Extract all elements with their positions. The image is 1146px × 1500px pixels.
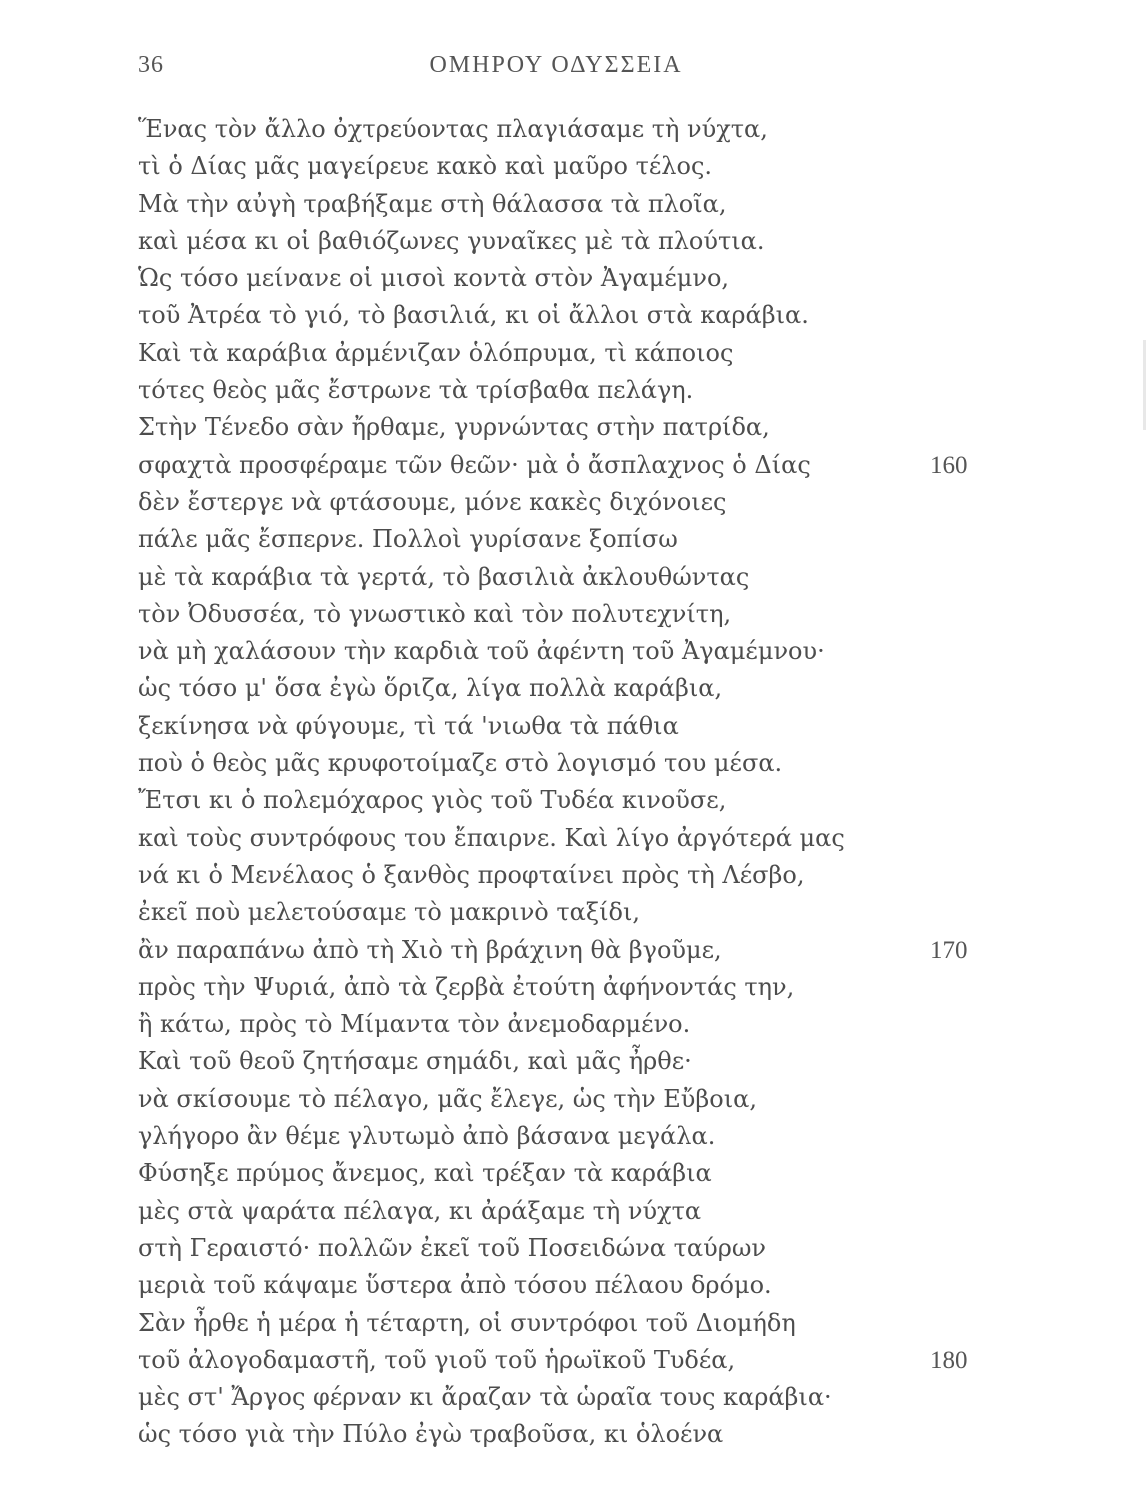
verse-line [138,447,1018,484]
verse-text: μὲς στ' Ἄργος φέρναν κι ἄραζαν τὰ ὡραῖα τους καράβια· [138,1383,832,1412]
verse-text: Σὰν ἦρθε ἡ μέρα ἡ τέταρτη, οἱ συντρόφοι τοῦ Διομήδη [138,1308,796,1337]
line-number: 160 [930,451,968,479]
verse-text: γλήγορο ἂν θέμε γλυτωμὸ ἀπὸ βάσανα μεγάλα. [138,1122,716,1151]
verse-text: ποὺ ὁ θεὸς μᾶς κρυφοτοίμαζε στὸ λογισμό του μέσα. [138,749,783,778]
verse-text: Ἔτσι κι ὁ πολεμόχαρος γιὸς τοῦ Τυδέα κινοῦσε, [138,786,727,815]
verse-text: Ἕνας τὸν ἄλλο ὀχτρεύοντας πλαγιάσαμε τὴ νύχτα, [138,115,768,143]
verse-text: πάλε μᾶς ἔσπερνε. Πολλοὶ γυρίσανε ξοπίσω [138,525,678,554]
verse-text: Στὴν Τένεδο σὰν ἤρθαμε, γυρνώντας στὴν πατρίδα, [138,413,770,442]
verse-line [138,670,1018,707]
verse-text: μὲ τὰ καράβια τὰ γερτά, τὸ βασιλιὰ ἀκλουθώντας [138,562,750,591]
verse-line [138,820,1018,857]
verse-line [138,111,1018,148]
verse-line [138,745,1018,782]
verse-line [138,1118,1018,1155]
verse-line [138,223,1018,260]
verse-line [138,1006,1018,1043]
verse-line [138,708,1018,745]
verse-line [138,596,1018,633]
verse-line [138,1379,1018,1416]
verse-line [138,633,1018,670]
verse-line [138,1342,1018,1379]
verse-text: πρὸς τὴν Ψυριά, ἀπὸ τὰ ζερβὰ ἐτούτη ἀφήνοντάς την, [138,972,795,1001]
verse-text: Φύσηξε πρύμος ἄνεμος, καὶ τρέξαν τὰ καράβια [138,1159,712,1188]
verse-text: μὲς στὰ ψαράτα πέλαγα, κι ἀράξαμε τὴ νύχτα [138,1196,702,1225]
verse-line [138,1081,1018,1118]
verse-text: ὡς τόσο μ' ὅσα ἐγὼ ὅριζα, λίγα πολλὰ καράβια, [138,674,723,703]
verse-text: ἢ κάτω, πρὸς τὸ Μίμαντα τὸν ἀνεμοδαρμένο. [138,1010,691,1039]
verse-line [138,1230,1018,1267]
verse-line [138,521,1018,558]
verse-line [138,782,1018,819]
verse-text: ἐκεῖ ποὺ μελετούσαμε τὸ μακρινὸ ταξίδι, [138,898,640,927]
verse-text: ἂν παραπάνω ἀπὸ τὴ Χιὸ τὴ βράχινη θὰ βγοῦμε, [138,935,722,964]
verse-text: μεριὰ τοῦ κάψαμε ὕστερα ἀπὸ τόσου πέλαου δρόμο. [138,1271,772,1300]
verse-lines [138,111,1018,1454]
verse-line [138,1305,1018,1342]
verse-text: Ὡς τόσο μείνανε οἱ μισοὶ κοντὰ στὸν Ἀγαμέμνο, [138,264,730,293]
verse-text: Καὶ τοῦ θεοῦ ζητήσαμε σημάδι, καὶ μᾶς ἦρθε· [138,1047,692,1076]
verse-line [138,894,1018,931]
verse-line [138,1267,1018,1304]
verse-text: νά κι ὁ Μενέλαος ὁ ξανθὸς προφταίνει πρὸς τὴ Λέσβο, [138,860,805,889]
verse-line [138,857,1018,894]
page-number: 36 [138,52,164,78]
verse-text: τοῦ Ἀτρέα τὸ γιό, τὸ βασιλιά, κι οἱ ἄλλοι στὰ καράβια. [138,301,809,330]
verse-line [138,484,1018,521]
verse-text: σφαχτὰ προσφέραμε τῶν θεῶν· μὰ ὁ ἄσπλαχνος ὁ Δίας [138,450,811,479]
verse-line [138,1193,1018,1230]
verse-line [138,148,1018,185]
verse-line [138,1416,1018,1453]
verse-line [138,297,1018,334]
verse-text: Καὶ τὰ καράβια ἀρμένιζαν ὁλόπρυμα, τὶ κάποιος [138,338,734,367]
verse-text: ὡς τόσο γιὰ τὴν Πύλο ἐγὼ τραβοῦσα, κι ὁλοένα [138,1420,724,1449]
verse-text: στὴ Γεραιστό· πολλῶν ἐκεῖ τοῦ Ποσειδώνα ταύρων [138,1233,766,1262]
verse-text: Μὰ τὴν αὐγὴ τραβήξαμε στὴ θάλασσα τὰ πλοῖα, [138,189,727,218]
verse-line [138,186,1018,223]
verse-line [138,559,1018,596]
line-number: 180 [930,1346,968,1374]
verse-text: τὶ ὁ Δίας μᾶς μαγείρευε κακὸ καὶ μαῦρο τέλος. [138,152,713,181]
verse-text: καὶ τοὺς συντρόφους του ἔπαιρνε. Καὶ λίγο ἀργότερά μας [138,823,845,852]
verse-line [138,932,1018,969]
verse-line [138,409,1018,446]
verse-line [138,260,1018,297]
verse-line [138,1155,1018,1192]
running-head [138,52,974,84]
verse-text: ξεκίνησα νὰ φύγουμε, τὶ τά 'νιωθα τὰ πάθια [138,711,679,740]
book-title: ΟΜΗΡΟΥ ΟΔΥΣΣΕΙΑ [429,52,683,78]
verse-text: τότες θεὸς μᾶς ἔστρωνε τὰ τρίσβαθα πελάγη. [138,376,694,405]
verse-line [138,1043,1018,1080]
verse-text: νὰ σκίσουμε τὸ πέλαγο, μᾶς ἔλεγε, ὡς τὴν Εὔβοια, [138,1084,757,1113]
verse-text: δὲν ἔστεργε νὰ φτάσουμε, μόνε κακὲς διχόνοιες [138,487,727,516]
verse-line [138,335,1018,372]
verse-text: τοῦ ἀλογοδαμαστῆ, τοῦ γιοῦ τοῦ ἡρωϊκοῦ Τυδέα, [138,1345,736,1374]
verse-line [138,969,1018,1006]
verse-text: νὰ μὴ χαλάσουν τὴν καρδιὰ τοῦ ἀφέντη τοῦ Ἀγαμέμνου· [138,637,825,666]
line-number: 170 [930,936,968,964]
verse-text: καὶ μέσα κι οἱ βαθιόζωνες γυναῖκες μὲ τὰ πλούτια. [138,226,765,255]
verse-line [138,372,1018,409]
verse-text: τὸν Ὀδυσσέα, τὸ γνωστικὸ καὶ τὸν πολυτεχνίτη, [138,599,732,628]
